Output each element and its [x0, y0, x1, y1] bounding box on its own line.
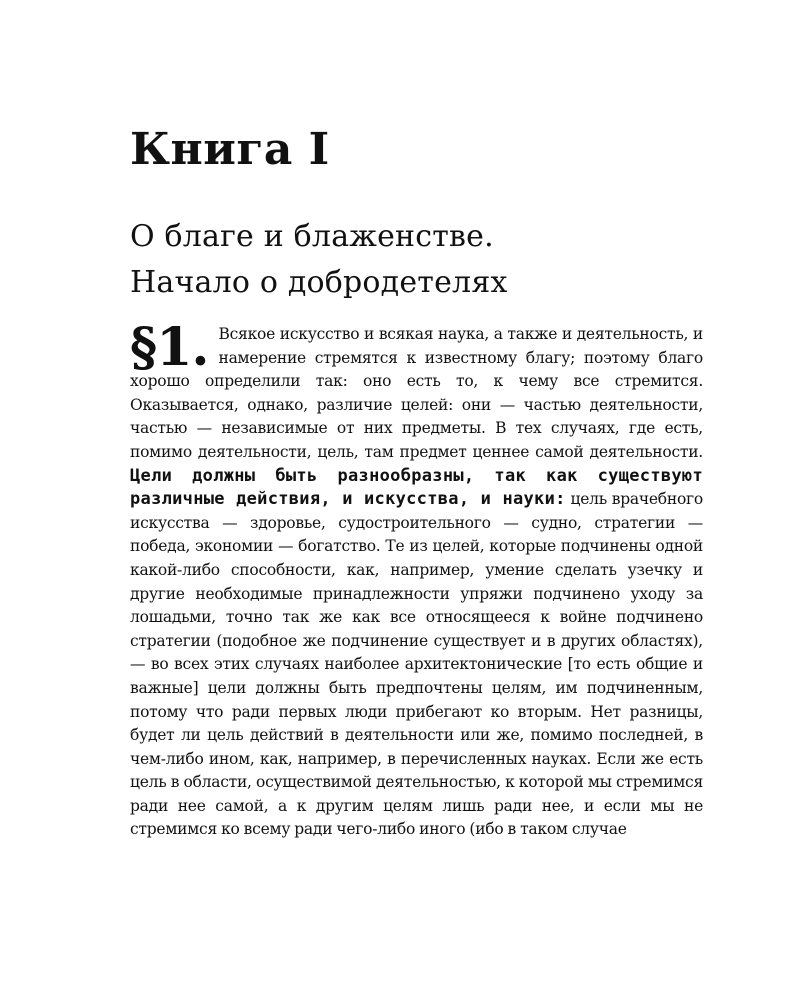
book-title: Книга I	[130, 124, 330, 175]
chapter-subtitle-line-2: Начало о добродетелях	[130, 265, 508, 300]
section-paragraph	[130, 317, 703, 842]
chapter-subtitle-line-1: О благе и блаженстве.	[130, 219, 494, 254]
paragraph-text-part-1: Всякое искусство и всякая наука, а также и деятельность, и намерение стремятся к известному благу; поэтому благо хорошо определили так: оно есть то, к чему все стремится. Оказывается, однако, различие целей: они — частью деятельности, частью — независимые от них предметы. В тех случаях, где есть, помимо деятельности, цель, там предмет ценнее самой деятельности.	[130, 325, 703, 461]
chapter-subtitle	[130, 214, 508, 306]
section-number: §1.	[130, 317, 209, 378]
paragraph-bold-statement: Цели должны быть разнообразны, так как существуют различные действия, и искусства, и науки:	[130, 465, 703, 510]
paragraph-text-part-2: цель врачебного искусства — здоровье, судостроительного — судно, стратегии — победа, экономии — богатство. Те из целей, которые подчинены одной какой-либо способности, как, например, умение сделать узечку и другие необходимые принадлежности упряжи подчинено уходу за лошадьми, точно так же как все относящееся к войне подчинено стратегии (подобное же подчинение существует и в других областях), — во всех этих случаях наиболее архитектонические [то есть общие и важные] цели должны быть предпочтены целям, им подчиненным, потому что ради первых люди прибегают ко вторым. Нет разницы, будет ли цель действий в деятельности или же, помимо последней, в чем-либо ином, как, например, в перечисленных науках. Если же есть цель в области, осуществимой деятельностью, к которой мы стремимся ради нее самой, а к другим целям лишь ради нее, и если мы не стремимся ко всему ради чего-либо иного (ибо в таком случае	[130, 490, 703, 839]
